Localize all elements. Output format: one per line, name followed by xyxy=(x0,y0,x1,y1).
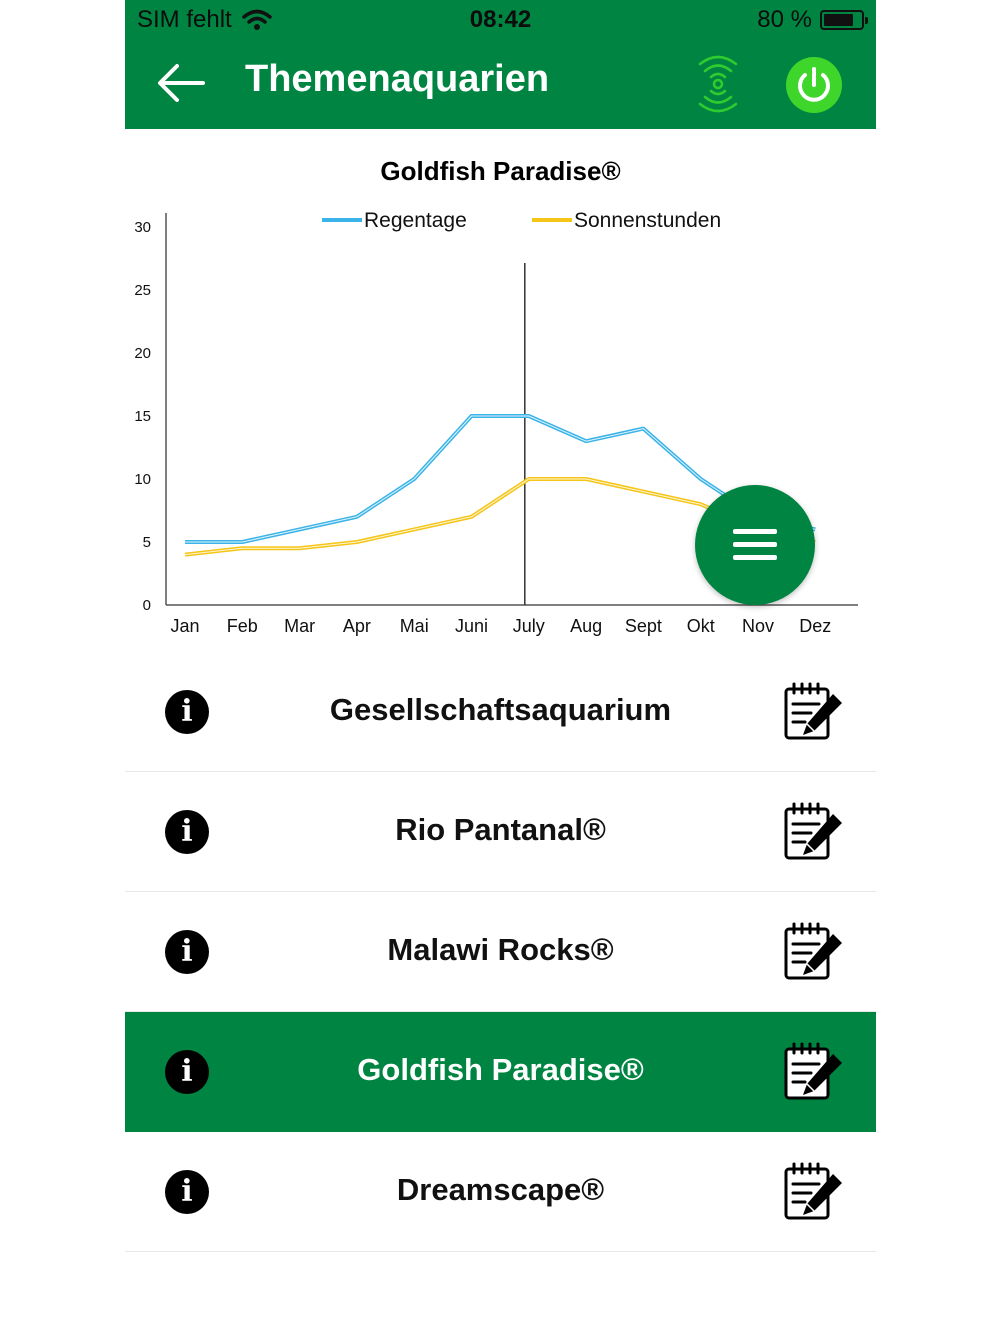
y-tick-label: 25 xyxy=(134,282,151,299)
menu-button[interactable] xyxy=(695,485,815,605)
y-tick-label: 0 xyxy=(142,597,151,614)
hamburger-menu-icon xyxy=(733,529,777,534)
info-icon[interactable]: i xyxy=(165,690,209,734)
list-item[interactable] xyxy=(125,772,876,892)
power-button[interactable] xyxy=(786,57,842,113)
x-tick-label: Juni xyxy=(454,616,489,636)
status-right xyxy=(757,6,864,34)
battery-percent: 80 % xyxy=(757,6,812,33)
x-tick-label: Sept xyxy=(624,616,662,636)
info-icon[interactable]: i xyxy=(165,1170,209,1214)
wireless-signal-icon[interactable] xyxy=(691,52,745,116)
list-item-name: Dreamscape® xyxy=(396,1172,605,1207)
status-bar xyxy=(125,0,876,42)
page-title: Themenaquarien xyxy=(245,58,550,100)
app-screen xyxy=(125,0,876,1334)
app-header xyxy=(125,0,876,129)
y-tick-label: 15 xyxy=(134,408,151,425)
battery-nub xyxy=(865,17,868,24)
list-item-name: Goldfish Paradise® xyxy=(357,1052,644,1087)
list-item-name: Malawi Rocks® xyxy=(387,932,614,967)
hamburger-menu-icon-bar xyxy=(733,555,777,560)
notepad-edit-icon[interactable] xyxy=(781,800,845,864)
x-tick-label: Apr xyxy=(342,616,371,636)
y-tick-label: 5 xyxy=(142,534,151,551)
list-item[interactable] xyxy=(125,1012,876,1132)
clock: 08:42 xyxy=(469,6,532,33)
info-icon[interactable]: i xyxy=(165,930,209,974)
info-icon[interactable]: i xyxy=(165,810,209,854)
x-tick-label: Aug xyxy=(570,616,603,636)
notepad-edit-icon[interactable] xyxy=(781,920,845,984)
battery-icon xyxy=(820,10,864,30)
x-tick-label: July xyxy=(512,616,545,636)
carrier-label: SIM fehlt xyxy=(137,6,232,33)
x-tick-label: Okt xyxy=(686,616,715,636)
x-tick-label: Feb xyxy=(226,616,258,636)
chart-title: Goldfish Paradise® xyxy=(380,156,621,186)
legend-label: Sonnenstunden xyxy=(574,209,722,232)
list-item[interactable] xyxy=(125,652,876,772)
x-tick-label: Mai xyxy=(399,616,429,636)
y-tick-label: 10 xyxy=(134,471,151,488)
x-tick-label: Mar xyxy=(284,616,316,636)
hamburger-menu-icon-bar xyxy=(733,542,777,547)
y-tick-label: 20 xyxy=(134,345,151,362)
list-item-name: Rio Pantanal® xyxy=(395,812,606,847)
x-tick-label: Jan xyxy=(170,616,200,636)
legend-label: Regentage xyxy=(364,209,467,232)
arrow-left-icon[interactable] xyxy=(153,58,211,108)
notepad-edit-icon[interactable] xyxy=(781,680,845,744)
power-icon xyxy=(786,57,842,113)
list-item-name: Gesellschaftsaquarium xyxy=(329,692,672,727)
battery-fill xyxy=(824,14,853,26)
y-tick-label: 30 xyxy=(134,219,151,236)
list-item[interactable] xyxy=(125,1132,876,1252)
x-tick-label: Dez xyxy=(799,616,832,636)
notepad-edit-icon[interactable] xyxy=(781,1040,845,1104)
aquarium-list xyxy=(125,652,876,1252)
x-tick-label: Nov xyxy=(741,616,775,636)
list-item[interactable] xyxy=(125,892,876,1012)
notepad-edit-icon[interactable] xyxy=(781,1160,845,1224)
info-icon[interactable]: i xyxy=(165,1050,209,1094)
